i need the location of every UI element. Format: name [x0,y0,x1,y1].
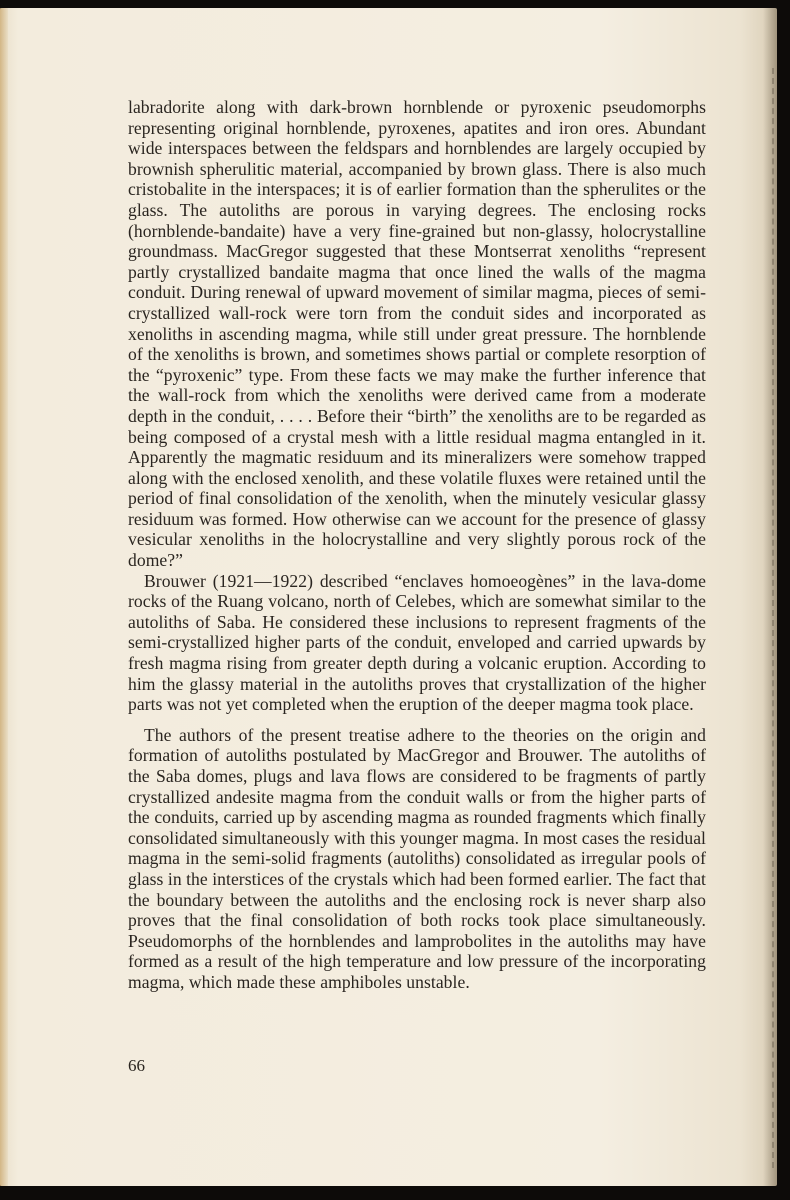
page-binding-edge [0,8,8,1186]
paragraph-continuation: labradorite along with dark-brown hornblende or pyroxenic pseudomorphs representing original hornblende, pyroxenes, apatites and iron ores. Abundant wide interspaces between the feldspars and hornblendes are largely occupied by brownish spherulitic material, accompanied by brown glass. There is also much cristobalite in the interspaces; it is of earlier formation than the spherulites or the glass. The autoliths are porous in varying degrees. The enclosing rocks (hornblende-bandaite) have a very fine-grained but non-glassy, holocrystalline groundmass. MacGregor suggested that these Montserrat xenoliths “represent partly crystallized bandaite magma that once lined the walls of the magma conduit. During renewal of upward movement of similar magma, pieces of semi-crystallized wall-rock were torn from the conduit sides and incorporated as xenoliths in ascending magma, while still under great pressure. The hornblende of the xenoliths is brown, and sometimes shows partial or complete resorption of the “pyroxenic” type. From these facts we may make the further inference that the wall-rock from which the xenoliths were derived came from a moderate depth in the conduit, . . . . Before their “birth” the xenoliths are to be regarded as being composed of a crystal mesh with a little residual magma entangled in it. Apparently the magmatic residuum and its mineralizers were somehow trapped along with the enclosed xenolith, and these volatile fluxes were retained until the period of final consolidation of the xenolith, when the minutely vesicular glassy residuum was formed. How otherwise can we account for the presence of glassy vesicular xenoliths in the holocrystalline and very slightly porous rock of the dome?” [128,97,706,571]
page-number: 66 [128,1056,145,1075]
body-text [128,97,706,993]
paragraph-authors: The authors of the present treatise adhere to the theories on the origin and formation of autoliths postulated by MacGregor and Brouwer. The autoliths of the Saba domes, plugs and lava flows are considered to be fragments of partly crystallized andesite magma from the conduit walls or from the higher parts of the conduits, carried up by ascending magma as rounded fragments which finally consolidated simultaneously with this younger magma. In most cases the residual magma in the semi-solid fragments (autoliths) consolidated as irregular pools of glass in the interstices of the crystals which had been formed earlier. The fact that the boundary between the autoliths and the enclosing rock is never sharp also proves that the final consolidation of both rocks took place simultaneously. Pseudomorphs of the hornblendes and lamprobolites in the autoliths may have formed as a result of the high temperature and low pressure of the incorporating magma, which made these amphiboles unstable. [128,724,706,992]
paragraph-brouwer: Brouwer (1921—1922) described “enclaves homoeogènes” in the lava-dome rocks of the Ruang volcano, north of Celebes, which are somewhat similar to the autoliths of Saba. He considered these inclusions to represent fragments of the semi-crystallized higher parts of the conduit, enveloped and carried upwards by fresh magma rising from greater depth during a volcanic eruption. According to him the glassy material in the autoliths proves that crystallization of the higher parts was not yet completed when the eruption of the deeper magma took place. [128,570,706,715]
page-edge-marks [769,68,774,1168]
